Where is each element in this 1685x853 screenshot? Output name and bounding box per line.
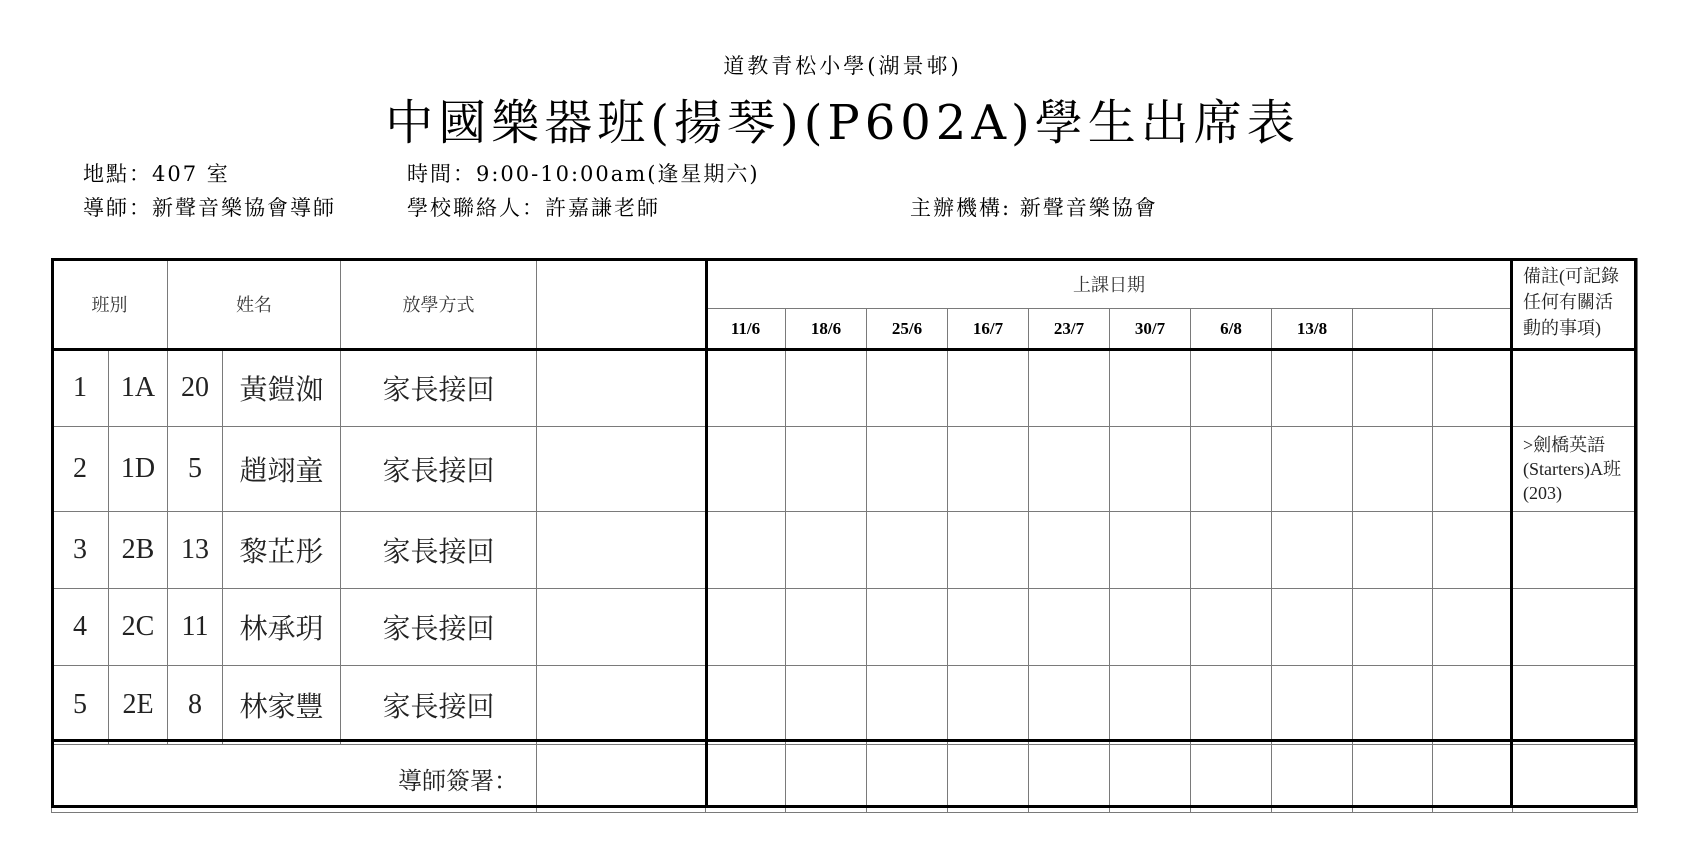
signature-row [52, 745, 1638, 813]
contact-info: 學校聯絡人：許嘉謙老師 [407, 196, 660, 220]
location-info: 地點：407 室 [83, 162, 230, 186]
dismissal-method: 家長接回 [341, 427, 537, 512]
blank-cell[interactable] [537, 349, 706, 427]
signature-date-cell[interactable] [1353, 745, 1433, 813]
row-number: 3 [52, 512, 109, 589]
tutor-info: 導師：新聲音樂協會導師 [83, 196, 336, 220]
dismissal-method: 家長接回 [341, 589, 537, 666]
attendance-cell[interactable] [706, 512, 786, 589]
student-class-number: 20 [168, 349, 223, 427]
signature-date-cell[interactable] [1191, 745, 1272, 813]
attendance-cell[interactable] [786, 589, 867, 666]
date-header-cell [1433, 309, 1513, 349]
remark-cell[interactable] [1513, 512, 1638, 589]
attendance-cell[interactable] [1110, 666, 1191, 745]
student-row [52, 427, 1638, 512]
student-class: 2C [109, 589, 168, 666]
row-number: 4 [52, 589, 109, 666]
attendance-cell[interactable] [1433, 349, 1513, 427]
signature-date-cell[interactable] [1433, 745, 1513, 813]
signature-date-cell[interactable] [706, 745, 786, 813]
attendance-cell[interactable] [1353, 589, 1433, 666]
date-header-cell: 13/8 [1272, 309, 1353, 349]
student-row [52, 349, 1638, 427]
blank-cell[interactable] [537, 589, 706, 666]
attendance-cell[interactable] [1110, 349, 1191, 427]
attendance-cell[interactable] [1433, 589, 1513, 666]
attendance-cell[interactable] [1110, 512, 1191, 589]
tutor-signature-label: 導師簽署： [52, 745, 537, 813]
remark-cell[interactable] [1513, 589, 1638, 666]
date-header-cell: 18/6 [786, 309, 867, 349]
attendance-cell[interactable] [1353, 427, 1433, 512]
organizer-info: 主辦機構: 新聲音樂協會 [910, 196, 1158, 220]
header-dates: 上課日期 [706, 259, 1513, 309]
row-number: 2 [52, 427, 109, 512]
attendance-cell[interactable] [786, 512, 867, 589]
attendance-cell[interactable] [948, 589, 1029, 666]
header-class: 班別 [52, 259, 168, 349]
attendance-cell[interactable] [948, 512, 1029, 589]
student-class: 1A [109, 349, 168, 427]
student-name: 趙翊童 [223, 427, 341, 512]
attendance-cell[interactable] [1191, 512, 1272, 589]
attendance-cell[interactable] [1191, 666, 1272, 745]
page-title: 中國樂器班(揚琴)(P602A)學生出席表 [385, 95, 1300, 151]
attendance-cell[interactable] [1110, 427, 1191, 512]
student-name: 黎芷彤 [223, 512, 341, 589]
date-header-cell: 16/7 [948, 309, 1029, 349]
date-header-cell: 30/7 [1110, 309, 1191, 349]
time-info: 時間：9:00-10:00am(逢星期六) [407, 162, 760, 186]
attendance-cell[interactable] [867, 666, 948, 745]
attendance-cell[interactable] [1029, 427, 1110, 512]
attendance-cell[interactable] [706, 666, 786, 745]
attendance-table [51, 258, 1638, 813]
attendance-cell[interactable] [1029, 666, 1110, 745]
date-header-cell [1353, 309, 1433, 349]
attendance-cell[interactable] [1272, 349, 1353, 427]
attendance-cell[interactable] [706, 427, 786, 512]
date-header-cell: 25/6 [867, 309, 948, 349]
signature-date-cell[interactable] [948, 745, 1029, 813]
student-class: 2E [109, 666, 168, 745]
attendance-cell[interactable] [948, 349, 1029, 427]
date-header-cell: 23/7 [1029, 309, 1110, 349]
attendance-cell[interactable] [1433, 512, 1513, 589]
dismissal-method: 家長接回 [341, 349, 537, 427]
school-name: 道教青松小學(湖景邨) [723, 54, 962, 78]
signature-date-cell[interactable] [1110, 745, 1191, 813]
attendance-cell[interactable] [786, 666, 867, 745]
dismissal-method: 家長接回 [341, 512, 537, 589]
student-row [52, 589, 1638, 666]
remark-cell[interactable]: >劍橋英語 (Starters)A班(203) [1513, 427, 1638, 512]
attendance-cell[interactable] [867, 427, 948, 512]
signature-date-cell[interactable] [867, 745, 948, 813]
blank-cell[interactable] [537, 666, 706, 745]
attendance-cell[interactable] [1110, 589, 1191, 666]
signature-date-cell[interactable] [786, 745, 867, 813]
remark-cell[interactable] [1513, 349, 1638, 427]
attendance-cell[interactable] [1029, 589, 1110, 666]
student-name: 林家豐 [223, 666, 341, 745]
attendance-cell[interactable] [1433, 427, 1513, 512]
date-header-cell: 6/8 [1191, 309, 1272, 349]
student-name: 林承玥 [223, 589, 341, 666]
signature-remark-cell[interactable] [1513, 745, 1638, 813]
attendance-cell[interactable] [867, 512, 948, 589]
blank-cell[interactable] [537, 427, 706, 512]
header-remarks: 備註(可記錄任何有關活動的事項) [1513, 259, 1638, 349]
row-number: 5 [52, 666, 109, 745]
attendance-cell[interactable] [706, 349, 786, 427]
student-class: 2B [109, 512, 168, 589]
attendance-cell[interactable] [1191, 349, 1272, 427]
dismissal-method: 家長接回 [341, 666, 537, 745]
student-row [52, 512, 1638, 589]
attendance-cell[interactable] [1191, 427, 1272, 512]
header-name: 姓名 [168, 259, 341, 349]
signature-date-cell[interactable] [1029, 745, 1110, 813]
attendance-cell[interactable] [1272, 589, 1353, 666]
remark-cell[interactable] [1513, 666, 1638, 745]
student-class-number: 13 [168, 512, 223, 589]
attendance-cell[interactable] [1353, 666, 1433, 745]
signature-cell[interactable] [537, 745, 706, 813]
attendance-cell[interactable] [948, 666, 1029, 745]
student-class-number: 11 [168, 589, 223, 666]
blank-cell[interactable] [537, 512, 706, 589]
attendance-cell[interactable] [1353, 349, 1433, 427]
header-dismissal: 放學方式 [341, 259, 537, 349]
date-header-cell: 11/6 [706, 309, 786, 349]
student-class-number: 5 [168, 427, 223, 512]
attendance-cell[interactable] [1191, 589, 1272, 666]
attendance-cell[interactable] [1272, 512, 1353, 589]
attendance-cell[interactable] [1029, 512, 1110, 589]
student-row [52, 666, 1638, 745]
attendance-cell[interactable] [1433, 666, 1513, 745]
signature-date-cell[interactable] [1272, 745, 1353, 813]
row-number: 1 [52, 349, 109, 427]
attendance-cell[interactable] [786, 349, 867, 427]
student-class: 1D [109, 427, 168, 512]
attendance-cell[interactable] [1272, 666, 1353, 745]
attendance-cell[interactable] [867, 589, 948, 666]
student-class-number: 8 [168, 666, 223, 745]
attendance-cell[interactable] [1272, 427, 1353, 512]
attendance-cell[interactable] [867, 349, 948, 427]
attendance-cell[interactable] [1353, 512, 1433, 589]
attendance-cell[interactable] [1029, 349, 1110, 427]
header-row-top [52, 259, 1638, 309]
attendance-cell[interactable] [786, 427, 867, 512]
header-blank [537, 259, 706, 349]
attendance-cell[interactable] [948, 427, 1029, 512]
student-name: 黃鎧洳 [223, 349, 341, 427]
attendance-cell[interactable] [706, 589, 786, 666]
